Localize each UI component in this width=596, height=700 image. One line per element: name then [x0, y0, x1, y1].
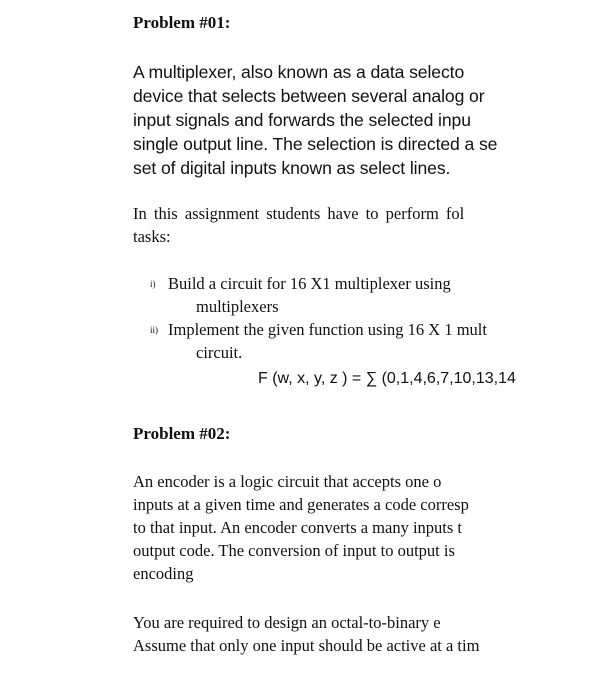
problem-2-paragraph-line: output code. The conversion of input to output is	[133, 541, 455, 560]
task-item	[150, 319, 487, 341]
requirement-line: You are required to design an octal-to-binary e	[133, 613, 441, 632]
problem-1-paragraph-line: input signals and forwards the selected inpu	[133, 110, 471, 130]
problem-1-paragraph-line: set of digital inputs known as select lines.	[133, 158, 451, 178]
task-marker: i)	[150, 279, 156, 289]
problem-2-paragraph-line: encoding	[133, 564, 194, 583]
problem-1-paragraph-line: device that selects between several analog or	[133, 86, 485, 106]
problem-1-paragraph-line: single output line. The selection is directed a se	[133, 134, 498, 154]
requirement-line: Assume that only one input should be active at a tim	[133, 636, 480, 655]
boolean-function-formula: F (w, x, y, z ) = ∑ (0,1,4,6,7,10,13,14	[258, 370, 516, 387]
problem-2-paragraph-line: An encoder is a logic circuit that accepts one o	[133, 472, 442, 491]
problem-1-paragraph-line: A multiplexer, also known as a data selecto	[133, 62, 465, 82]
task-marker: ii)	[150, 325, 158, 335]
problem-2-paragraph-line: inputs at a given time and generates a code corresp	[133, 495, 469, 514]
task-item	[150, 273, 451, 295]
assignment-intro-line: tasks:	[133, 227, 171, 246]
problem-2-paragraph-line: to that input. An encoder converts a many inputs t	[133, 518, 463, 537]
task-text: Build a circuit for 16 X1 multiplexer using	[168, 274, 451, 293]
assignment-intro-line: In this assignment students have to perform fol	[133, 204, 465, 223]
task-text: Implement the given function using 16 X 1 mult	[168, 320, 487, 339]
task-continuation: circuit.	[196, 343, 243, 362]
task-continuation: multiplexers	[196, 297, 279, 316]
problem-2-heading: Problem #02:	[133, 424, 231, 443]
problem-1-heading: Problem #01:	[133, 13, 231, 32]
